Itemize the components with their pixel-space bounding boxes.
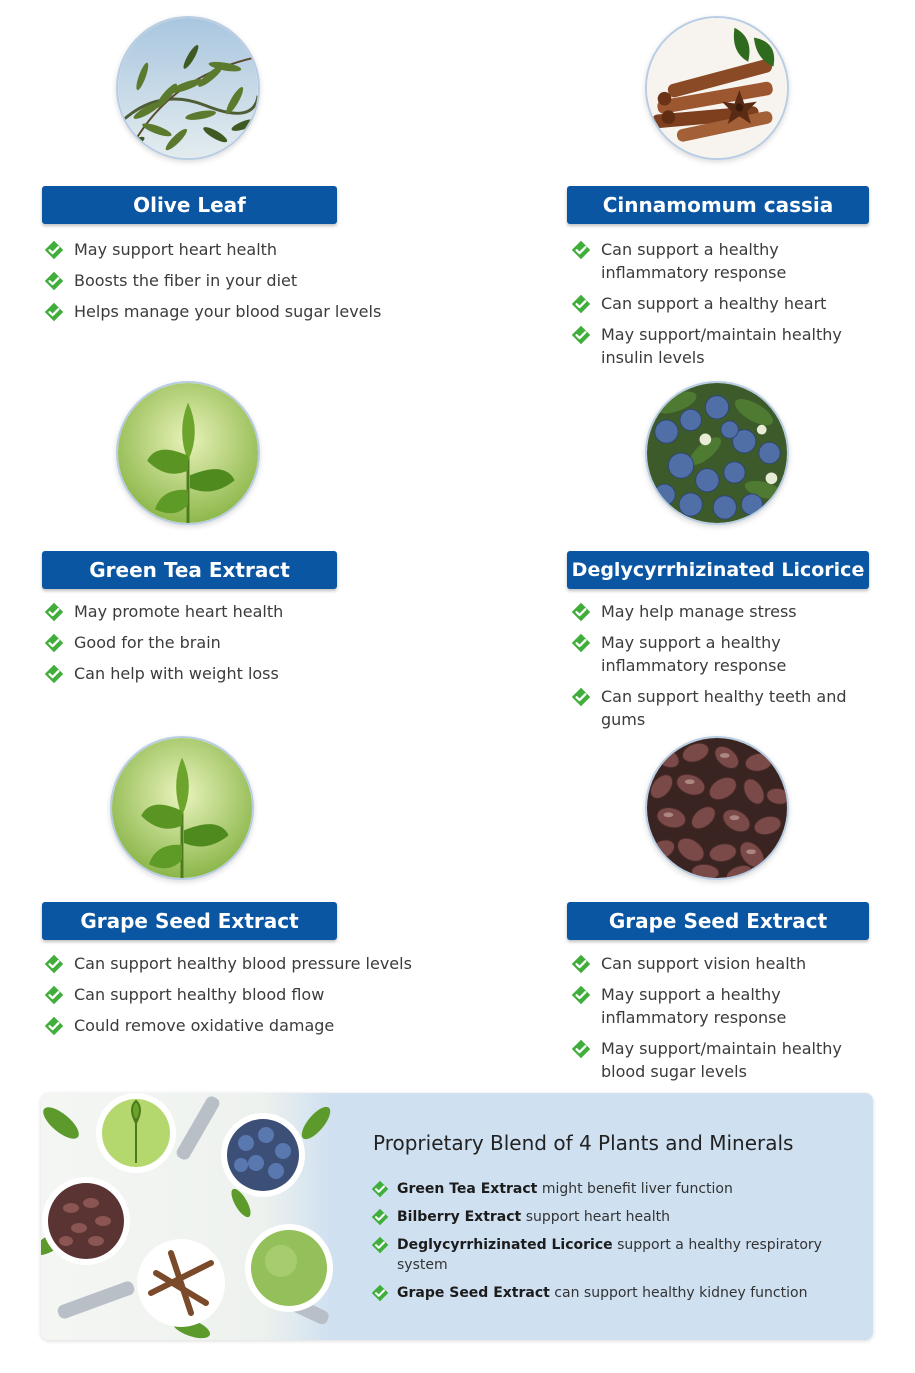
benefit-list (44, 600, 404, 693)
benefit-item: Can support healthy teeth and gums (571, 685, 891, 731)
ingredients-bowls-image (41, 1093, 333, 1340)
check-icon (571, 633, 591, 653)
benefit-list (571, 238, 891, 377)
benefit-list (44, 238, 404, 331)
check-icon (571, 240, 591, 260)
benefit-list (571, 952, 891, 1091)
blend-item: Green Tea Extract might benefit liver function (371, 1179, 873, 1199)
check-icon (571, 954, 591, 974)
check-icon (44, 302, 64, 322)
benefit-item: Can help with weight loss (44, 662, 404, 685)
grape-seed-image (645, 736, 789, 880)
check-icon (44, 954, 64, 974)
check-icon (571, 985, 591, 1005)
benefit-item: Boosts the fiber in your diet (44, 269, 404, 292)
benefit-item: May support/maintain healthy blood sugar levels (571, 1037, 891, 1083)
check-icon (571, 602, 591, 622)
benefit-item: Can support healthy blood pressure levels (44, 952, 424, 975)
benefit-item: Could remove oxidative damage (44, 1014, 424, 1037)
check-icon (44, 1016, 64, 1036)
blend-title: Proprietary Blend of 4 Plants and Minerals (373, 1131, 794, 1155)
benefit-item: Can support a healthy heart (571, 292, 891, 315)
proprietary-blend-banner (41, 1093, 873, 1340)
check-icon (571, 1039, 591, 1059)
blend-item: Deglycyrrhizinated Licorice support a healthy respiratory system (371, 1235, 873, 1275)
blend-item-name: Grape Seed Extract (397, 1285, 550, 1301)
green-tea-leaf-image (110, 736, 254, 880)
bilberry-image (645, 381, 789, 525)
check-icon (44, 664, 64, 684)
blend-item: Grape Seed Extract can support healthy kidney function (371, 1283, 873, 1303)
check-icon (44, 985, 64, 1005)
ingredient-title: Deglycyrrhizinated Licorice (567, 551, 869, 589)
check-icon (371, 1284, 389, 1302)
check-icon (44, 602, 64, 622)
benefit-item: May support a healthy inflammatory response (571, 983, 891, 1029)
ingredient-title: Grape Seed Extract (42, 902, 337, 940)
benefit-item: Can support a healthy inflammatory response (571, 238, 891, 284)
blend-item-name: Deglycyrrhizinated Licorice (397, 1237, 613, 1253)
check-icon (371, 1236, 389, 1254)
cinnamon-image (645, 16, 789, 160)
benefit-item: May support/maintain healthy insulin levels (571, 323, 891, 369)
benefit-item: May help manage stress (571, 600, 891, 623)
check-icon (371, 1180, 389, 1198)
benefit-list (44, 952, 424, 1045)
blend-item: Bilberry Extract support heart health (371, 1207, 873, 1227)
blend-item-name: Bilberry Extract (397, 1209, 522, 1225)
benefit-item: Helps manage your blood sugar levels (44, 300, 404, 323)
green-tea-image (116, 381, 260, 525)
ingredient-title: Green Tea Extract (42, 551, 337, 589)
benefit-item: Can support healthy blood flow (44, 983, 424, 1006)
check-icon (44, 271, 64, 291)
benefit-item: Can support vision health (571, 952, 891, 975)
ingredient-title: Olive Leaf (42, 186, 337, 224)
benefit-item: May support a healthy inflammatory response (571, 631, 891, 677)
benefit-item: Good for the brain (44, 631, 404, 654)
check-icon (571, 325, 591, 345)
ingredient-title: Grape Seed Extract (567, 902, 869, 940)
check-icon (571, 687, 591, 707)
check-icon (371, 1208, 389, 1226)
blend-list (371, 1179, 873, 1311)
blend-item-name: Green Tea Extract (397, 1181, 538, 1197)
olive-leaf-image (116, 16, 260, 160)
benefit-item: May promote heart health (44, 600, 404, 623)
ingredient-title: Cinnamomum cassia (567, 186, 869, 224)
check-icon (571, 294, 591, 314)
check-icon (44, 240, 64, 260)
benefit-list (571, 600, 891, 739)
benefit-item: May support heart health (44, 238, 404, 261)
check-icon (44, 633, 64, 653)
